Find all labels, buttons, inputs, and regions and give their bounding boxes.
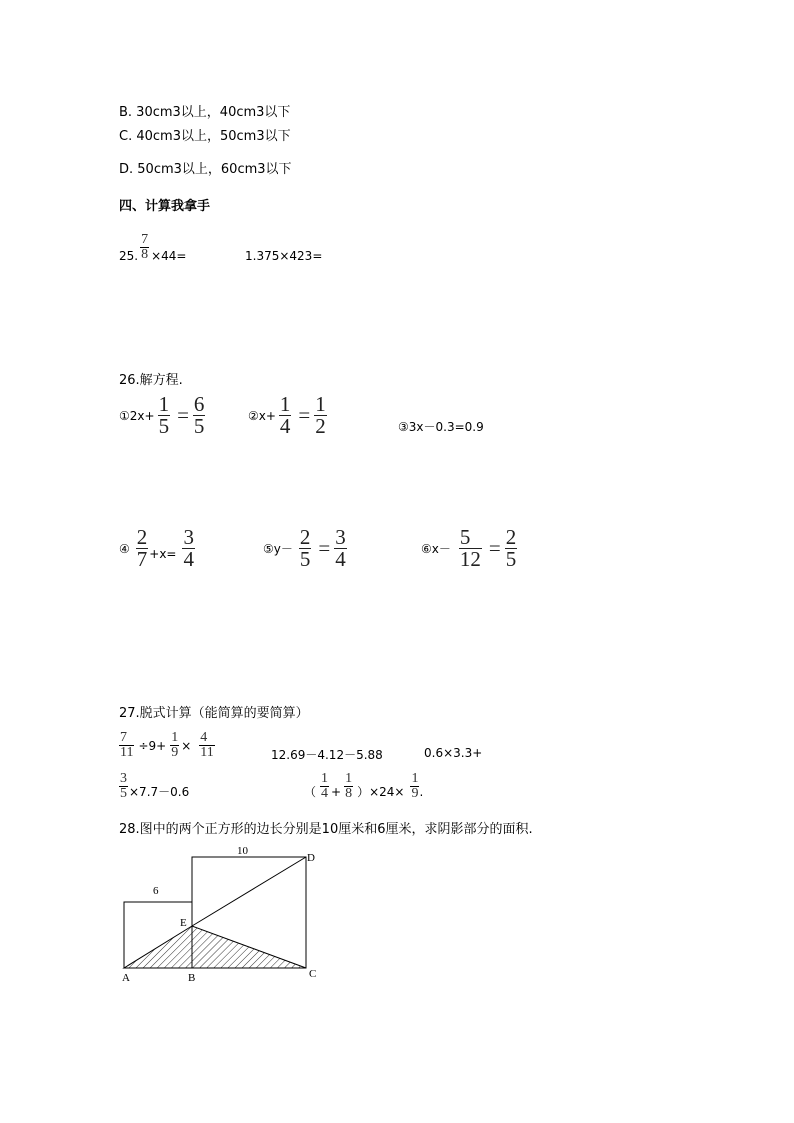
question-28-title: 28.图中的两个正方形的边长分别是10厘米和6厘米，求阴影部分的面积. bbox=[119, 822, 533, 837]
equals-sign: = bbox=[318, 536, 331, 560]
label-6: 6 bbox=[153, 885, 159, 897]
shaded-triangle bbox=[124, 926, 306, 968]
fraction: $\frac{2}{7}$ bbox=[136, 525, 148, 571]
fraction: $\frac{1}{2}$ bbox=[315, 392, 326, 438]
label-e: E bbox=[180, 917, 187, 929]
expression-middle: ）×24× bbox=[357, 785, 405, 799]
label-b: B bbox=[188, 972, 196, 984]
expression-tail: ×7.7－0.6 bbox=[129, 785, 190, 799]
equation-2 bbox=[248, 394, 327, 437]
operator: ÷9+ bbox=[138, 738, 167, 753]
fraction: $\frac{1}{4}$ bbox=[321, 771, 329, 801]
equation-prefix: ④ bbox=[119, 541, 130, 556]
fraction: $\frac{3}{4}$ bbox=[335, 525, 346, 571]
equals-sign: = bbox=[488, 536, 501, 560]
label-d: D bbox=[307, 852, 315, 864]
operator: × bbox=[181, 738, 192, 753]
fraction: $\frac{5}{12}$ bbox=[459, 525, 481, 571]
expression-27-3: 0.6×3.3+ bbox=[424, 746, 483, 760]
equation-prefix: ②x+ bbox=[248, 408, 276, 423]
fraction: $\frac{3}{5}$ bbox=[120, 771, 127, 801]
fraction: $\frac{7}{8}$ bbox=[141, 231, 149, 262]
expression-2: 1.375×423= bbox=[245, 249, 323, 263]
equation-1 bbox=[119, 394, 205, 437]
equation-middle: +x= bbox=[149, 546, 177, 561]
option-c: C. 40cm3以上，50cm3以下 bbox=[119, 129, 291, 144]
expression-27-4 bbox=[119, 772, 189, 801]
equation-5 bbox=[263, 527, 347, 570]
option-b: B. 30cm3以上，40cm3以下 bbox=[119, 105, 291, 120]
equals-sign: = bbox=[177, 403, 189, 427]
operator: + bbox=[331, 784, 342, 799]
question-number: 25. bbox=[119, 249, 139, 263]
question-25 bbox=[119, 231, 186, 263]
equation-prefix: ①2x+ bbox=[119, 408, 155, 423]
equation-prefix: ⑥x－ bbox=[421, 542, 451, 556]
expression-27-5 bbox=[304, 772, 423, 801]
fraction: $\frac{1}{8}$ bbox=[345, 771, 353, 801]
period: . bbox=[419, 784, 424, 799]
fraction: $\frac{1}{9}$ bbox=[171, 730, 179, 760]
question-27-title: 27.脱式计算（能简算的要简算） bbox=[119, 706, 309, 721]
fraction: $\frac{2}{5}$ bbox=[299, 525, 311, 571]
fraction: $\frac{1}{4}$ bbox=[279, 392, 291, 438]
equation-prefix: ⑤y－ bbox=[263, 542, 293, 556]
expression-tail: ×44= bbox=[151, 249, 187, 263]
fraction: $\frac{1}{9}$ bbox=[411, 771, 419, 801]
fraction: $\frac{1}{5}$ bbox=[158, 392, 170, 438]
equation-6 bbox=[421, 527, 517, 570]
question-26-title: 26.解方程. bbox=[119, 373, 183, 388]
equals-sign: = bbox=[298, 403, 311, 427]
fraction: $\frac{3}{4}$ bbox=[183, 525, 194, 571]
line-ed bbox=[192, 857, 306, 926]
fraction: $\frac{6}{5}$ bbox=[193, 392, 205, 438]
equation-3: ③3x－0.3=0.9 bbox=[398, 420, 484, 434]
section-title: 四、计算我拿手 bbox=[119, 199, 211, 214]
geometry-figure bbox=[110, 838, 340, 988]
expression-27-1 bbox=[119, 731, 215, 760]
label-a: A bbox=[122, 972, 130, 984]
expression-27-2: 12.69－4.12－5.88 bbox=[271, 748, 383, 762]
fraction: $\frac{4}{11}$ bbox=[200, 730, 214, 760]
label-c: C bbox=[309, 968, 317, 980]
equation-4 bbox=[119, 527, 195, 570]
open-paren: （ bbox=[304, 785, 317, 799]
fraction: $\frac{2}{5}$ bbox=[505, 525, 517, 571]
fraction: $\frac{7}{11}$ bbox=[120, 730, 134, 760]
label-10: 10 bbox=[237, 845, 248, 857]
option-d: D. 50cm3以上，60cm3以下 bbox=[119, 162, 292, 177]
